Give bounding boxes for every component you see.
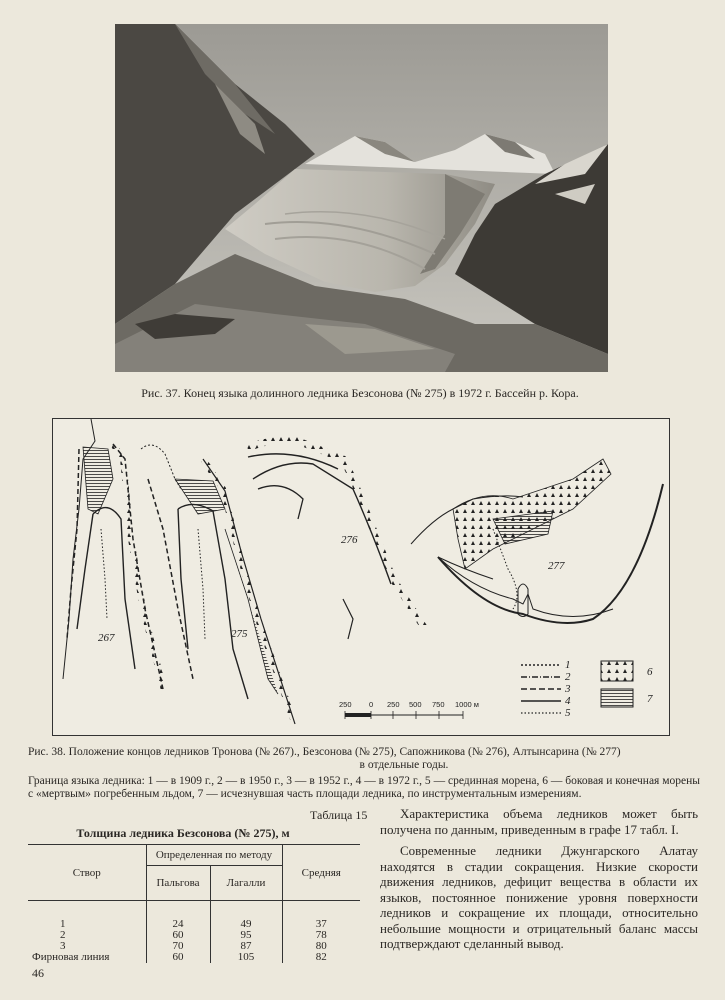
col-header-mean: Средняя — [282, 845, 360, 901]
col-header-palgova: Пальгова — [146, 866, 210, 901]
scale-label-0: 0 — [369, 700, 374, 709]
table-title: Толщина ледника Безсонова (№ 275), м — [76, 826, 290, 840]
svg-text:7: 7 — [647, 693, 653, 705]
scale-label-500: 500 — [409, 700, 422, 709]
scale-label-250a: 250 — [339, 700, 352, 709]
table-number: Таблица 15 — [310, 808, 368, 822]
paragraph-2: Современные ледники Джунгарского Алатау находятся в стадии сокращения. Низкие скорости движения ледников, дефицит вещества в области их языков, постоянное понижение уровня поверхности ледников и сокращение их площади, относительно небольшие мощности и отрицательный баланс массы подтверждают сделанный вывод. — [380, 843, 698, 951]
glacier-276-outline — [248, 441, 425, 639]
figure-37-caption: Рис. 37. Конец языка долинного ледника Безсонова (№ 275) в 1972 г. Бассейн р. Кора. — [141, 386, 579, 400]
svg-text:5: 5 — [565, 707, 571, 719]
svg-text:1: 1 — [565, 659, 571, 671]
table-row: Фирновая линия 60 105 82 — [28, 952, 360, 963]
figure-38-caption — [28, 746, 700, 801]
col-header-stvor: Створ — [28, 845, 146, 901]
svg-text:6: 6 — [647, 666, 653, 678]
body-text — [380, 806, 698, 958]
svg-text:2: 2 — [565, 671, 571, 683]
label-276: 276 — [341, 534, 358, 546]
label-277: 277 — [548, 560, 565, 572]
table-row: 1 24 49 37 — [28, 901, 360, 931]
table-row: 3 70 87 80 — [28, 941, 360, 952]
glacier-photo — [115, 24, 608, 372]
thickness-table — [28, 844, 360, 963]
glacier-277-outline — [411, 459, 663, 623]
map-legend — [521, 659, 653, 719]
figure-38-caption-line2: в отдельные годы. — [359, 759, 449, 771]
figure-38-caption-legend: Граница языка ледника: 1 — в 1909 г., 2 — в 1950 г., 3 — в 1952 г., 4 — в 1972 г., 5 — срединная морена, 6 — боковая и конечная морены с «мертвым» погребенным льдом, 7 — исчезнувшая часть площади ледника, по инструментальным измерениям. — [28, 775, 700, 800]
figure-38-caption-line1: Рис. 38. Положение концов ледников Тронова (№ 267)., Безсонова (№ 275), Сапожникова (№ 276), Алтынсарина (№ 277) — [28, 746, 621, 758]
label-267: 267 — [98, 632, 115, 644]
svg-text:4: 4 — [565, 695, 571, 707]
page-number: 46 — [32, 966, 44, 980]
glacier-267-outline — [63, 419, 165, 694]
table-row: 2 60 95 78 — [28, 930, 360, 941]
scale-label-1000: 1000 м — [455, 700, 479, 709]
paragraph-1: Характеристика объема ледников может быть получена по данным, приведенным в графе 17 табл. I. — [380, 806, 698, 837]
scale-bar — [339, 700, 479, 719]
scale-label-250b: 250 — [387, 700, 400, 709]
label-275: 275 — [231, 628, 248, 640]
svg-text:3: 3 — [565, 683, 571, 695]
col-header-method: Определенная по методу — [146, 845, 282, 866]
glacier-map — [52, 418, 670, 736]
scale-label-750: 750 — [432, 700, 445, 709]
col-header-lagalli: Лагалли — [210, 866, 282, 901]
